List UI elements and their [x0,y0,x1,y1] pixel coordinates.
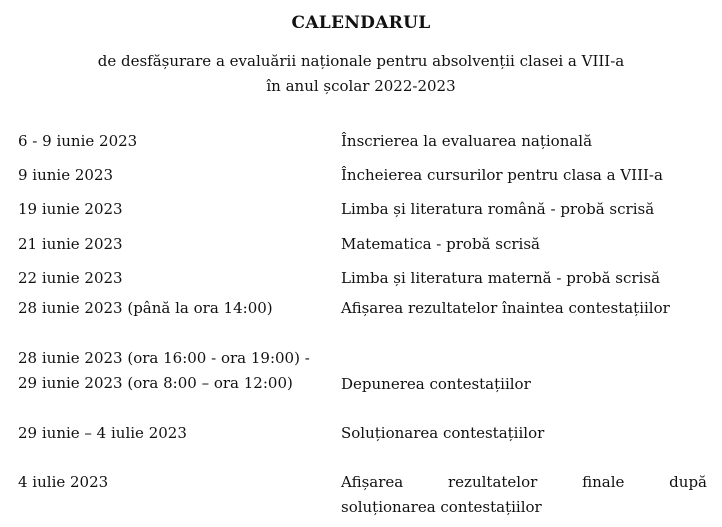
schedule-date: 9 iunie 2023 [18,166,114,184]
schedule-date: 19 iunie 2023 [18,200,123,218]
schedule-event-line-2: soluționarea contestațiilor [341,498,542,516]
schedule-event: Limba și literatura maternă - probă scrisă [341,269,661,287]
schedule-event: Înscrierea la evaluarea națională [341,132,593,150]
schedule-event: Matematica - probă scrisă [341,235,540,253]
document-subtitle-line-1: de desfășurare a evaluării naționale pentru absolvenții clasei a VIII-a [97,52,625,70]
schedule-date: 22 iunie 2023 [18,269,123,287]
schedule-event: Afișarea rezultatelor înaintea contestațiilor [341,299,670,317]
schedule-event-line-1: Afișarea rezultatelor finale după [341,473,707,491]
schedule-event: Limba și literatura română - probă scrisă [341,200,655,218]
schedule-date: 29 iunie – 4 iulie 2023 [18,424,187,442]
schedule-date: 21 iunie 2023 [18,235,123,253]
schedule-date: 4 iulie 2023 [18,473,109,491]
schedule-date: 28 iunie 2023 (până la ora 14:00) [18,299,273,317]
schedule-event: Soluționarea contestațiilor [341,424,545,442]
schedule-date-line-2: 29 iunie 2023 (ora 8:00 – ora 12:00) [18,374,293,392]
schedule-event: Depunerea contestațiilor [341,375,531,393]
schedule-event: Încheierea cursurilor pentru clasa a VIII-a [341,166,663,184]
schedule-date-line-1: 28 iunie 2023 (ora 16:00 - ora 19:00) - [18,349,310,367]
document-subtitle-line-2: în anul școlar 2022-2023 [266,77,456,95]
document-title: CALENDARUL [291,13,431,33]
schedule-date: 6 - 9 iunie 2023 [18,132,138,150]
